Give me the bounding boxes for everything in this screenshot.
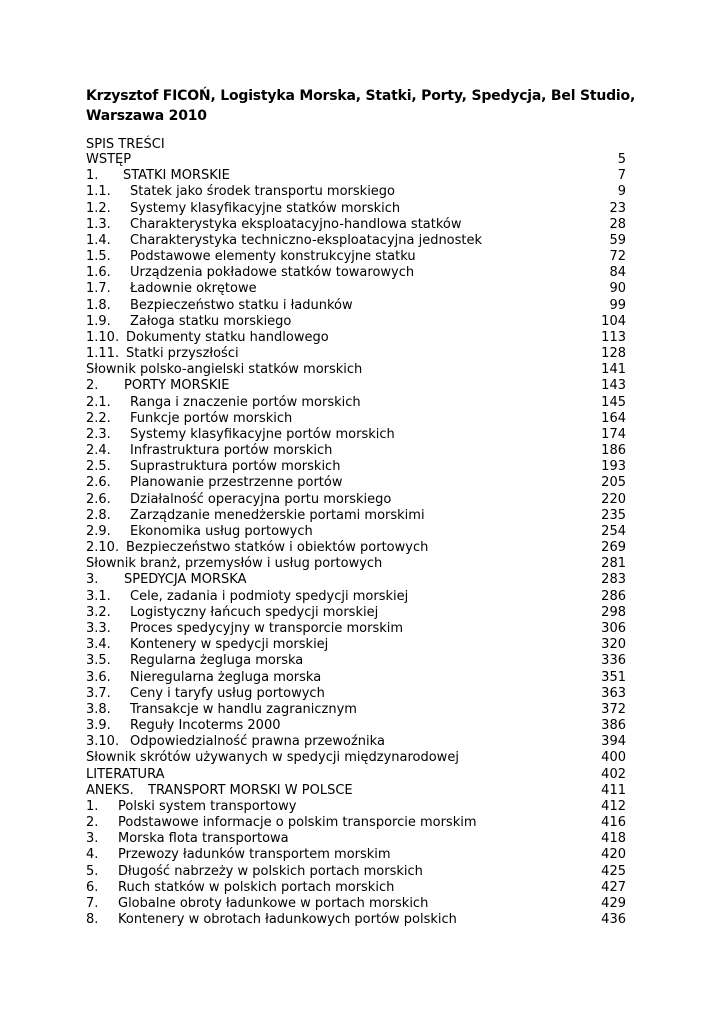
toc-page-number: 425: [601, 863, 626, 879]
toc-page-number: 186: [601, 443, 626, 459]
toc-label: Słownik skrótów używanych w spedycji międzynarodowej: [86, 750, 459, 766]
toc-page-number: 363: [601, 685, 626, 701]
toc-number: 4.: [86, 847, 99, 863]
toc-label: Urządzenia pokładowe statków towarowych: [130, 265, 415, 281]
toc-page-number: 411: [601, 782, 626, 798]
toc-row: [86, 184, 626, 200]
toc-heading: SPIS TREŚCI: [86, 137, 165, 152]
toc-label: PORTY MORSKIE: [124, 378, 230, 394]
toc-number: 3.8.: [86, 701, 111, 717]
toc-page-number: 427: [601, 879, 626, 895]
toc-number: 1.3.: [86, 216, 111, 232]
toc-number: 2.9.: [86, 523, 111, 539]
toc-page-number: 269: [601, 540, 626, 556]
toc-page-number: 306: [601, 620, 626, 636]
toc-page-number: 193: [601, 459, 626, 475]
toc-label: Systemy klasyfikacyjne statków morskich: [130, 200, 401, 216]
toc-label: Załoga statku morskiego: [130, 313, 292, 329]
toc-row: [86, 362, 626, 378]
toc-number: 1.: [86, 168, 99, 184]
toc-label: Ranga i znaczenie portów morskich: [130, 394, 361, 410]
toc-row: [86, 475, 626, 491]
toc-number: 2.2.: [86, 410, 111, 426]
toc-number: 1.11.: [86, 346, 120, 362]
toc-row: [86, 201, 626, 217]
toc-page-number: 72: [609, 249, 626, 265]
toc-page-number: 28: [609, 216, 626, 232]
toc-label: Planowanie przestrzenne portów: [130, 475, 343, 491]
toc-number: 2.6.: [86, 475, 111, 491]
toc-page-number: 59: [609, 232, 626, 248]
toc-row: [86, 395, 626, 411]
toc-label: WSTĘP: [86, 152, 132, 167]
toc-page-number: 351: [601, 669, 626, 685]
toc-page-number: 412: [601, 798, 626, 814]
toc-number: 3.1.: [86, 588, 111, 604]
toc-page-number: 220: [601, 491, 626, 507]
toc-label: Globalne obroty ładunkowe w portach morskich: [118, 895, 429, 911]
toc-number: 1.4.: [86, 232, 111, 248]
toc-row: [86, 734, 626, 750]
toc-label: Funkcje portów morskich: [130, 410, 293, 426]
toc-label: LITERATURA: [86, 766, 165, 782]
toc-row: [86, 233, 626, 249]
toc-number: 3.2.: [86, 604, 111, 620]
toc-label: STATKI MORSKIE: [123, 168, 230, 184]
toc-page-number: 336: [601, 653, 626, 669]
toc-row: [86, 864, 626, 880]
toc-number: 3.9.: [86, 718, 111, 734]
toc-page-number: 84: [609, 265, 626, 281]
toc-page-number: 99: [609, 297, 626, 313]
toc-page-number: 164: [601, 410, 626, 426]
toc-row: [86, 249, 626, 265]
toc-label: Suprastruktura portów morskich: [130, 459, 341, 475]
toc-row: [86, 815, 626, 831]
toc-page-number: 9: [617, 184, 626, 200]
toc-number: 3.: [86, 831, 99, 847]
toc-number: 2.3.: [86, 426, 111, 442]
toc-row: [86, 686, 626, 702]
toc-label: Statek jako środek transportu morskiego: [130, 184, 396, 200]
toc-row: [86, 621, 626, 637]
toc-page-number: 283: [601, 572, 626, 588]
toc-label: Kontenery w obrotach ładunkowych portów polskich: [118, 912, 457, 928]
toc-row: [86, 540, 626, 556]
toc-row: [86, 330, 626, 346]
toc-label: Ceny i taryfy usług portowych: [130, 685, 325, 701]
toc-number: 1.7.: [86, 281, 111, 297]
toc-page-number: 281: [601, 556, 626, 572]
toc-number: 6.: [86, 879, 99, 895]
toc-number: 1.1.: [86, 184, 111, 200]
toc-number: 3.4.: [86, 637, 111, 653]
toc-row: [86, 831, 626, 847]
toc-page-number: 7: [617, 168, 626, 184]
toc-row: [86, 572, 626, 588]
toc-label: Ruch statków w polskich portach morskich: [118, 879, 395, 895]
toc-page-number: 145: [601, 394, 626, 410]
toc-row: [86, 896, 626, 912]
toc-label: Cele, zadania i podmioty spedycji morskiej: [130, 588, 409, 604]
toc-row: [86, 767, 626, 783]
toc-label: Statki przyszłości: [126, 346, 239, 362]
toc-page-number: 394: [601, 734, 626, 750]
toc-number: 8.: [86, 912, 99, 928]
toc-row: [86, 653, 626, 669]
toc-row: [86, 168, 626, 184]
toc-number: 1.10.: [86, 329, 120, 345]
toc-number: 1.9.: [86, 313, 111, 329]
toc-page-number: 205: [601, 475, 626, 491]
toc-row: [86, 589, 626, 605]
toc-row: [86, 314, 626, 330]
toc-page-number: 420: [601, 847, 626, 863]
toc-page-number: 286: [601, 588, 626, 604]
toc-page-number: 143: [601, 378, 626, 394]
toc-number: 1.: [86, 798, 99, 814]
toc-row: [86, 152, 626, 168]
toc-number: 2.5.: [86, 459, 111, 475]
toc-number: 1.6.: [86, 265, 111, 281]
toc-page-number: 235: [601, 507, 626, 523]
toc-label: Długość nabrzeży w polskich portach morskich: [118, 863, 423, 879]
toc-page-number: 400: [601, 750, 626, 766]
toc-label: Charakterystyka techniczno-eksploatacyjna jednostek: [130, 232, 483, 248]
toc-page-number: 418: [601, 831, 626, 847]
toc-page-number: 320: [601, 637, 626, 653]
toc-label: Morska flota transportowa: [118, 831, 289, 847]
toc-row: [86, 783, 626, 799]
toc-page-number: 174: [601, 426, 626, 442]
toc-row: [86, 459, 626, 475]
toc-row: [86, 799, 626, 815]
toc-page-number: 90: [609, 281, 626, 297]
toc-number: 1.8.: [86, 297, 111, 313]
toc-row: [86, 378, 626, 394]
toc-row: [86, 492, 626, 508]
toc-label: Bezpieczeństwo statku i ładunków: [130, 297, 353, 313]
toc-page-number: 402: [601, 766, 626, 782]
toc-number: 2.: [86, 815, 99, 831]
toc-label: Polski system transportowy: [118, 798, 297, 814]
toc-row: [86, 427, 626, 443]
toc-number: 2.4.: [86, 443, 111, 459]
toc-row: [86, 346, 626, 362]
toc-number: 3.7.: [86, 685, 111, 701]
toc-row: [86, 265, 626, 281]
table-of-contents: [86, 152, 626, 928]
toc-page-number: 128: [601, 346, 626, 362]
toc-page-number: 5: [617, 152, 626, 167]
toc-page-number: 141: [601, 362, 626, 378]
toc-number: 1.2.: [86, 200, 111, 216]
toc-label: Logistyczny łańcuch spedycji morskiej: [130, 604, 379, 620]
toc-number: 3.: [86, 572, 99, 588]
toc-page-number: 254: [601, 523, 626, 539]
toc-label: Bezpieczeństwo statków i obiektów portowych: [126, 540, 429, 556]
toc-page-number: 386: [601, 718, 626, 734]
toc-number: 7.: [86, 895, 99, 911]
toc-row: [86, 718, 626, 734]
toc-label: Systemy klasyfikacyjne portów morskich: [130, 426, 395, 442]
toc-page-number: 298: [601, 604, 626, 620]
toc-number: 3.10.: [86, 734, 120, 750]
toc-label: Działalność operacyjna portu morskiego: [130, 491, 392, 507]
toc-row: [86, 670, 626, 686]
toc-row: [86, 508, 626, 524]
toc-label: Charakterystyka eksploatacyjno-handlowa statków: [130, 216, 462, 232]
toc-label: Odpowiedzialność prawna przewoźnika: [130, 734, 385, 750]
toc-number: 2.10.: [86, 540, 120, 556]
toc-row: [86, 750, 626, 766]
toc-label: Podstawowe elementy konstrukcyjne statku: [130, 249, 416, 265]
toc-label: TRANSPORT MORSKI W POLSCE: [148, 782, 353, 798]
toc-number: 3.6.: [86, 669, 111, 685]
toc-number: ANEKS.: [86, 782, 134, 798]
toc-page-number: 436: [601, 912, 626, 928]
toc-row: [86, 411, 626, 427]
toc-row: [86, 556, 626, 572]
toc-row: [86, 702, 626, 718]
toc-row: [86, 637, 626, 653]
toc-row: [86, 281, 626, 297]
toc-row: [86, 912, 626, 928]
toc-label: Proces spedycyjny w transporcie morskim: [130, 620, 404, 636]
toc-label: Słownik branż, przemysłów i usług portowych: [86, 556, 383, 572]
toc-label: Zarządzanie menedżerskie portami morskimi: [130, 507, 425, 523]
toc-number: 1.5.: [86, 249, 111, 265]
toc-label: Infrastruktura portów morskich: [130, 443, 333, 459]
toc-page-number: 113: [601, 329, 626, 345]
toc-label: Transakcje w handlu zagranicznym: [130, 701, 357, 717]
toc-row: [86, 443, 626, 459]
document-title: Krzysztof FICOŃ, Logistyka Morska, Statki, Porty, Spedycja, Bel Studio, Warszawa 2010: [86, 88, 636, 124]
toc-number: 3.5.: [86, 653, 111, 669]
toc-label: SPEDYCJA MORSKA: [124, 572, 247, 588]
toc-label: Ekonomika usług portowych: [130, 523, 313, 539]
toc-row: [86, 524, 626, 540]
toc-number: 2.6.: [86, 491, 111, 507]
toc-label: Słownik polsko-angielski statków morskich: [86, 362, 363, 378]
toc-number: 5.: [86, 863, 99, 879]
toc-number: 2.8.: [86, 507, 111, 523]
toc-label: Przewozy ładunków transportem morskim: [118, 847, 391, 863]
toc-label: Regularna żegluga morska: [130, 653, 304, 669]
toc-page-number: 416: [601, 815, 626, 831]
toc-page-number: 104: [601, 313, 626, 329]
toc-page-number: 429: [601, 895, 626, 911]
toc-label: Nieregularna żegluga morska: [130, 669, 322, 685]
toc-label: Dokumenty statku handlowego: [126, 329, 329, 345]
toc-row: [86, 605, 626, 621]
toc-number: 3.3.: [86, 620, 111, 636]
toc-row: [86, 847, 626, 863]
toc-number: 2.1.: [86, 394, 111, 410]
toc-page-number: 372: [601, 701, 626, 717]
toc-row: [86, 298, 626, 314]
toc-row: [86, 880, 626, 896]
toc-label: Kontenery w spedycji morskiej: [130, 637, 329, 653]
toc-page-number: 23: [609, 200, 626, 216]
toc-label: Podstawowe informacje o polskim transporcie morskim: [118, 815, 477, 831]
toc-number: 2.: [86, 378, 99, 394]
toc-label: Ładownie okrętowe: [130, 281, 257, 297]
toc-label: Reguły Incoterms 2000: [130, 718, 281, 734]
toc-row: [86, 217, 626, 233]
